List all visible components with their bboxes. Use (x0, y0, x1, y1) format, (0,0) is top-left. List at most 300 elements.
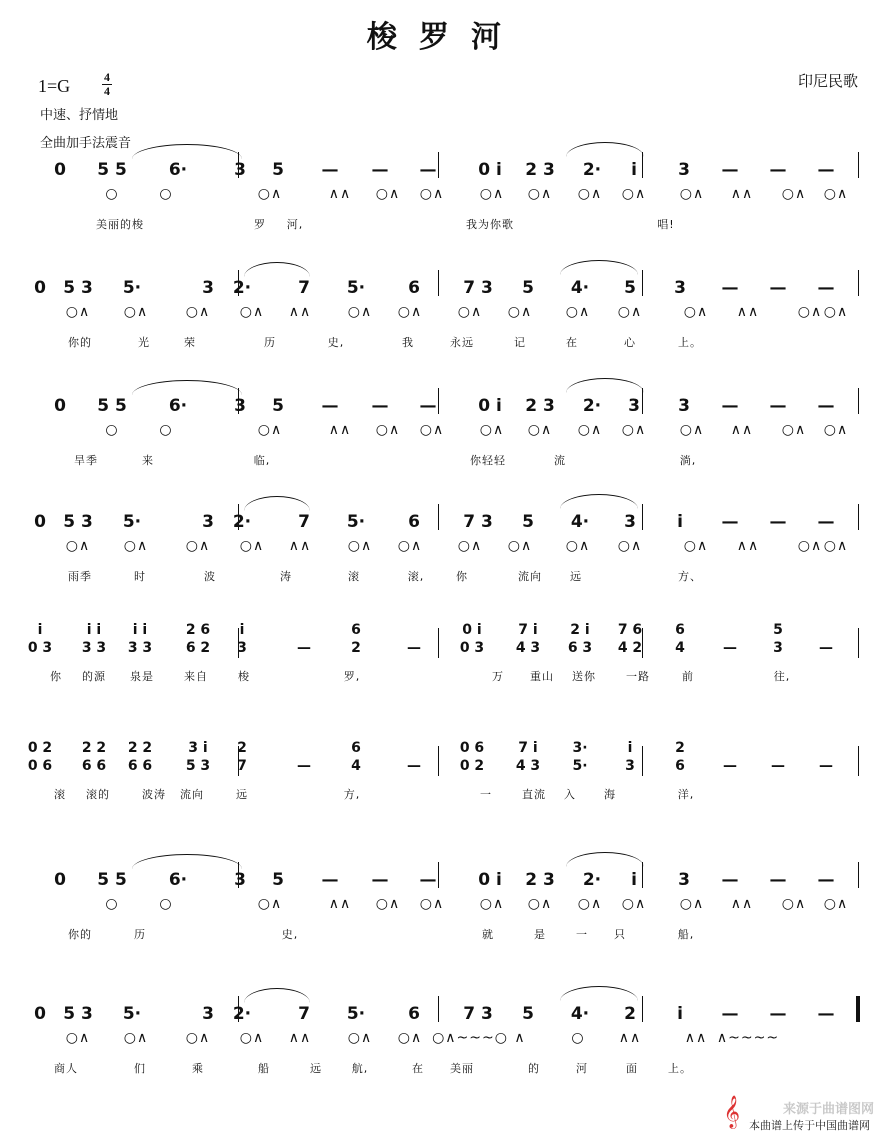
lyric: 光 (138, 336, 150, 349)
upper-note: 3· (572, 740, 588, 756)
note: 2· (582, 396, 602, 416)
upper-note: 6 (351, 740, 361, 756)
strum-symbol: ○∧ (527, 186, 553, 202)
lyric: 重山 (530, 670, 554, 683)
lyric: 来 (142, 454, 154, 467)
strum-symbol: ○∧ (679, 186, 705, 202)
lower-note: 5 3 (185, 758, 211, 774)
note: — (321, 396, 339, 416)
lyric: 在 (412, 1062, 424, 1075)
note: 6· (168, 160, 188, 180)
lyric: 是 (534, 928, 546, 941)
lyric: 前 (682, 670, 694, 683)
note: 5 (522, 512, 534, 532)
strum-symbol: ∧ (514, 1030, 526, 1046)
strum-symbol: ○∧ (347, 1030, 373, 1046)
lyric: 时 (134, 570, 146, 583)
lyric: 心 (624, 336, 636, 349)
lyric: 旱季 (74, 454, 98, 467)
lyric: 流向 (180, 788, 204, 801)
lower-note: 0 3 (27, 640, 53, 656)
note: — (721, 1004, 739, 1024)
lyric: 上。 (678, 336, 702, 349)
note: — (721, 870, 739, 890)
bar-line (858, 628, 859, 658)
lyric: 我 (402, 336, 414, 349)
strum-symbol: ○∧ (123, 304, 149, 320)
strum-symbol: ○∧ (621, 186, 647, 202)
lower-note: — (771, 758, 785, 774)
note: i (631, 870, 637, 890)
lyric: 直流 (522, 788, 546, 801)
note: 5 (272, 870, 284, 890)
strum-symbol: ○∧ (797, 538, 823, 554)
strum-symbol: ∧∧ (328, 186, 352, 202)
lower-note: 0 6 (27, 758, 53, 774)
lower-note: 6 6 (127, 758, 153, 774)
slur-mark (132, 144, 242, 159)
strum-symbol: ∧∧ (730, 422, 754, 438)
strum-symbol: ○∧ (781, 896, 807, 912)
lyric: 淌, (679, 454, 697, 467)
note: 0 (34, 512, 46, 532)
strum-symbol: ∧∧ (288, 538, 312, 554)
strum-symbol: ○∧ (457, 538, 483, 554)
strum-symbol: ○∧ (347, 538, 373, 554)
lower-note: — (407, 640, 421, 656)
strum-symbol: ○∧ (65, 538, 91, 554)
lower-note: 0 3 (459, 640, 485, 656)
lyric: 你 (456, 570, 468, 583)
lyric: 梭 (238, 670, 250, 683)
note: 3 (674, 278, 686, 298)
note: 3 (234, 160, 246, 180)
lyric: 面 (626, 1062, 638, 1075)
note: i (631, 160, 637, 180)
slur-mark (132, 854, 242, 869)
bar-line (642, 996, 643, 1022)
note: 5 5 (97, 160, 127, 180)
note: — (817, 396, 835, 416)
lyric: 在 (566, 336, 578, 349)
note: 0 (34, 278, 46, 298)
note: 0 (54, 160, 66, 180)
lower-note: 6 (675, 758, 685, 774)
note: 6· (168, 870, 188, 890)
strum-symbol: ○∧ (823, 422, 849, 438)
bar-line (438, 996, 439, 1022)
strum-symbol: ○∧ (419, 896, 445, 912)
note: — (321, 160, 339, 180)
strum-symbol: ○∧ (123, 538, 149, 554)
lyric: 临, (253, 454, 271, 467)
strum-symbol: ∧∧ (736, 538, 760, 554)
strum-symbol: ○∧ (683, 538, 709, 554)
strum-symbol: ○∧ (683, 304, 709, 320)
lyric: 你 (50, 670, 62, 683)
bar-line (858, 504, 859, 530)
strum-symbol: ○∧ (781, 422, 807, 438)
bar-line (438, 628, 439, 658)
strum-symbol: ○∧ (65, 1030, 91, 1046)
note: 2· (232, 1004, 252, 1024)
lower-note: 4 3 (515, 640, 541, 656)
upper-note: 2 i (570, 622, 590, 638)
lower-note: — (297, 758, 311, 774)
time-sig-denominator: 4 (104, 84, 110, 98)
lyric: 你的 (68, 336, 92, 349)
lyric: 记 (514, 336, 526, 349)
upper-note: 3 i (188, 740, 208, 756)
note: — (769, 870, 787, 890)
strum-symbol: ○ (159, 422, 173, 438)
note: 2 3 (525, 396, 555, 416)
lyric: 史, (281, 928, 299, 941)
slur-mark (560, 494, 638, 509)
lower-note: 4 3 (515, 758, 541, 774)
song-origin: 印尼民歌 (797, 72, 858, 90)
song-title: 梭罗河 (367, 20, 523, 55)
note: 7 3 (463, 512, 493, 532)
lyric: 滚 (348, 570, 360, 583)
lyric: 罗 (254, 218, 266, 231)
lyric: 荣 (184, 336, 196, 349)
upper-note: 5 (773, 622, 783, 638)
note: 5· (122, 1004, 142, 1024)
strum-symbol: ∧∧ (730, 186, 754, 202)
lyric: 的源 (82, 670, 106, 683)
lyric: 方、 (678, 570, 702, 583)
lyric: 罗, (343, 670, 361, 683)
strum-symbol: ○∧ (375, 186, 401, 202)
strum-symbol: ○∧ (621, 896, 647, 912)
strum-symbol: ○∧ (457, 304, 483, 320)
lower-note: 0 2 (459, 758, 485, 774)
note: 2· (232, 512, 252, 532)
bar-line (858, 388, 859, 414)
note: i (677, 1004, 683, 1024)
note: 3 (678, 160, 690, 180)
note: 7 3 (463, 1004, 493, 1024)
note: 5· (122, 278, 142, 298)
strum-symbol: ○∧ (823, 538, 849, 554)
strum-symbol: ○∧ (347, 304, 373, 320)
strum-symbol: ○∧ (419, 422, 445, 438)
upper-note: i (239, 622, 245, 638)
note: 5 5 (97, 870, 127, 890)
lyric: 远 (570, 570, 582, 583)
note: 0 i (478, 160, 502, 180)
upper-note: i i (132, 622, 148, 638)
lyric: 方, (343, 788, 361, 801)
note: — (769, 278, 787, 298)
lyric: 乘 (192, 1062, 204, 1075)
note: 7 (298, 512, 310, 532)
strum-symbol: ○∧ (479, 186, 505, 202)
bar-line (642, 504, 643, 530)
strum-symbol: ○ (159, 896, 173, 912)
slur-mark (244, 262, 310, 277)
lyric: 一 (480, 788, 492, 801)
note: — (371, 870, 389, 890)
strum-symbol: ○∧ (257, 186, 283, 202)
note: 4· (570, 512, 590, 532)
note: 3 (678, 396, 690, 416)
strum-symbol: ○∧ (507, 538, 533, 554)
strum-symbol: ○ (159, 186, 173, 202)
strum-symbol: ∧∧ (618, 1030, 642, 1046)
note: — (419, 870, 437, 890)
upper-note: 2 (237, 740, 247, 756)
strum-symbol: ○∧ (565, 538, 591, 554)
bar-line (858, 746, 859, 776)
slur-mark (560, 986, 638, 1001)
bar-line (858, 862, 859, 888)
bar-line (642, 746, 643, 776)
lyric: 往, (773, 670, 791, 683)
note: — (721, 160, 739, 180)
lyric: 来自 (184, 670, 208, 683)
bar-line (438, 862, 439, 888)
lyric: 的 (528, 1062, 540, 1075)
note: — (817, 278, 835, 298)
lyric: 滚, (407, 570, 425, 583)
note: — (817, 870, 835, 890)
strum-symbol: ○∧ (617, 304, 643, 320)
lyric: 流向 (518, 570, 542, 583)
lyric: 万 (492, 670, 504, 683)
note: 7 3 (463, 278, 493, 298)
lyric: 你的 (68, 928, 92, 941)
strum-symbol: ∧∧ (288, 304, 312, 320)
note: 3 (202, 1004, 214, 1024)
strum-symbol: ○∧ (185, 1030, 211, 1046)
strum-symbol: ○∧ (479, 896, 505, 912)
lyric: 入 (564, 788, 576, 801)
lower-note: 3 (773, 640, 783, 656)
lyric: 送你 (572, 670, 596, 683)
slur-mark (560, 260, 638, 275)
strum-symbol: ○∧~~~○ (432, 1030, 508, 1046)
slur-mark (244, 988, 310, 1003)
lyric: 你轻轻 (470, 454, 506, 467)
lyric: 洋, (677, 788, 695, 801)
bar-line (858, 152, 859, 178)
strum-symbol: ○∧ (185, 538, 211, 554)
upper-note: 2 6 (185, 622, 211, 638)
note: 3 (234, 870, 246, 890)
note: — (769, 512, 787, 532)
note: 6 (408, 512, 420, 532)
note: 2 (624, 1004, 636, 1024)
strum-symbol: ○∧ (781, 186, 807, 202)
note: — (769, 160, 787, 180)
note: 3 (202, 278, 214, 298)
strum-symbol: ○∧ (823, 304, 849, 320)
strum-symbol: ○∧ (397, 538, 423, 554)
strum-symbol: ∧∧ (328, 422, 352, 438)
lyric: 美丽的梭 (96, 218, 144, 231)
lower-note: 6 6 (81, 758, 107, 774)
lower-note: — (407, 758, 421, 774)
lower-note: 4 (351, 758, 361, 774)
lyric: 涛 (280, 570, 292, 583)
strum-symbol: ○∧ (375, 896, 401, 912)
upper-note: 7 i (518, 740, 538, 756)
bar-line (856, 996, 860, 1022)
lower-note: 2 (351, 640, 361, 656)
strum-symbol: ○∧ (239, 1030, 265, 1046)
upper-note: i (627, 740, 633, 756)
note: 5 3 (63, 278, 93, 298)
note: 0 i (478, 870, 502, 890)
bar-line (438, 746, 439, 776)
lyric: 历 (134, 928, 146, 941)
note: — (769, 396, 787, 416)
treble-clef-logo: 𝄞 (723, 1095, 740, 1128)
lower-note: — (723, 758, 737, 774)
note: — (721, 396, 739, 416)
strum-symbol: ○∧ (397, 1030, 423, 1046)
note: — (371, 396, 389, 416)
lower-note: 4 (675, 640, 685, 656)
note: 7 (298, 278, 310, 298)
note: 0 (54, 870, 66, 890)
strum-symbol: ○∧ (823, 186, 849, 202)
bar-line (438, 152, 439, 178)
strum-symbol: ○∧ (185, 304, 211, 320)
strum-symbol: ○∧ (375, 422, 401, 438)
watermark: 来源于曲谱图网 (782, 1102, 874, 1117)
strum-symbol: ○∧ (397, 304, 423, 320)
note: 3 (628, 396, 640, 416)
lower-note: — (723, 640, 737, 656)
strum-symbol: ∧∧ (328, 896, 352, 912)
lower-note: 6 3 (567, 640, 593, 656)
note: 6 (408, 278, 420, 298)
lyric: 雨季 (68, 570, 92, 583)
note: 3 (624, 512, 636, 532)
strum-symbol: ∧∧ (730, 896, 754, 912)
lyric: 历 (264, 336, 276, 349)
note: 6· (168, 396, 188, 416)
lyric: 史, (327, 336, 345, 349)
upper-note: 7 i (518, 622, 538, 638)
note: — (371, 160, 389, 180)
strum-symbol: ○∧ (419, 186, 445, 202)
strum-symbol: ○∧ (679, 896, 705, 912)
note: 5 5 (97, 396, 127, 416)
lyric: 远 (236, 788, 248, 801)
footer-note: 本曲谱上传于中国曲谱网 (749, 1119, 870, 1132)
upper-note: 6 (351, 622, 361, 638)
tempo-marking: 中速、抒情地 (40, 108, 119, 123)
lyric: 们 (134, 1062, 146, 1075)
note: 0 (54, 396, 66, 416)
strum-symbol: ○∧ (797, 304, 823, 320)
note: — (721, 278, 739, 298)
strum-symbol: ○∧ (507, 304, 533, 320)
strum-symbol: ○∧ (257, 422, 283, 438)
strum-symbol: ∧∧ (288, 1030, 312, 1046)
lyric: 商人 (54, 1062, 78, 1075)
note: 3 (202, 512, 214, 532)
lyric: 我为你歌 (466, 218, 514, 231)
time-sig-numerator: 4 (104, 70, 110, 84)
strum-symbol: ○ (105, 422, 119, 438)
bar-line (858, 270, 859, 296)
lower-note: 3 3 (127, 640, 153, 656)
note: — (721, 512, 739, 532)
bar-line (642, 270, 643, 296)
strum-symbol: ○ (571, 1030, 585, 1046)
note: — (817, 1004, 835, 1024)
note: — (817, 160, 835, 180)
upper-note: 7 6 (617, 622, 643, 638)
note: 4· (570, 278, 590, 298)
note: 2· (582, 160, 602, 180)
note: 5 (272, 160, 284, 180)
lower-note: 4 2 (617, 640, 643, 656)
note: 5· (346, 512, 366, 532)
note: 2· (232, 278, 252, 298)
lyric: 美丽 (450, 1062, 474, 1075)
lower-note: — (819, 640, 833, 656)
strum-symbol: ○∧ (679, 422, 705, 438)
lower-note: 3 (625, 758, 635, 774)
lyric: 河 (576, 1062, 588, 1075)
bar-line (438, 504, 439, 530)
upper-note: 2 2 (81, 740, 107, 756)
lyric: 一 (576, 928, 588, 941)
strum-symbol: ○∧ (577, 896, 603, 912)
lyric: 远 (310, 1062, 322, 1075)
strum-symbol: ○∧ (479, 422, 505, 438)
bar-line (438, 388, 439, 414)
upper-note: 0 6 (459, 740, 485, 756)
upper-note: 6 (675, 622, 685, 638)
lyric: 流 (554, 454, 566, 467)
lyric: 只 (614, 928, 626, 941)
note: 0 (34, 1004, 46, 1024)
note: — (769, 1004, 787, 1024)
upper-note: 0 2 (27, 740, 53, 756)
lyric: 滚的 (86, 788, 110, 801)
note: 5 (522, 1004, 534, 1024)
strum-symbol: ○ (105, 186, 119, 202)
strum-symbol: ○∧ (239, 304, 265, 320)
strum-symbol: ∧~~~~ (716, 1030, 780, 1046)
upper-note: 2 (675, 740, 685, 756)
lyric: 船, (677, 928, 695, 941)
note: 5 (624, 278, 636, 298)
lower-note: 5· (572, 758, 588, 774)
note: 7 (298, 1004, 310, 1024)
lower-note: — (819, 758, 833, 774)
slur-mark (566, 852, 644, 867)
slur-mark (244, 496, 310, 511)
strum-symbol: ○∧ (527, 422, 553, 438)
lower-note: — (297, 640, 311, 656)
strum-symbol: ○∧ (123, 1030, 149, 1046)
strum-symbol: ○∧ (577, 186, 603, 202)
upper-note: 2 2 (127, 740, 153, 756)
performance-remark: 全曲加手法震音 (40, 136, 132, 151)
lower-note: 6 2 (185, 640, 211, 656)
slur-mark (566, 378, 644, 393)
lyric: 波涛 (142, 788, 166, 801)
lyric: 滚 (54, 788, 66, 801)
